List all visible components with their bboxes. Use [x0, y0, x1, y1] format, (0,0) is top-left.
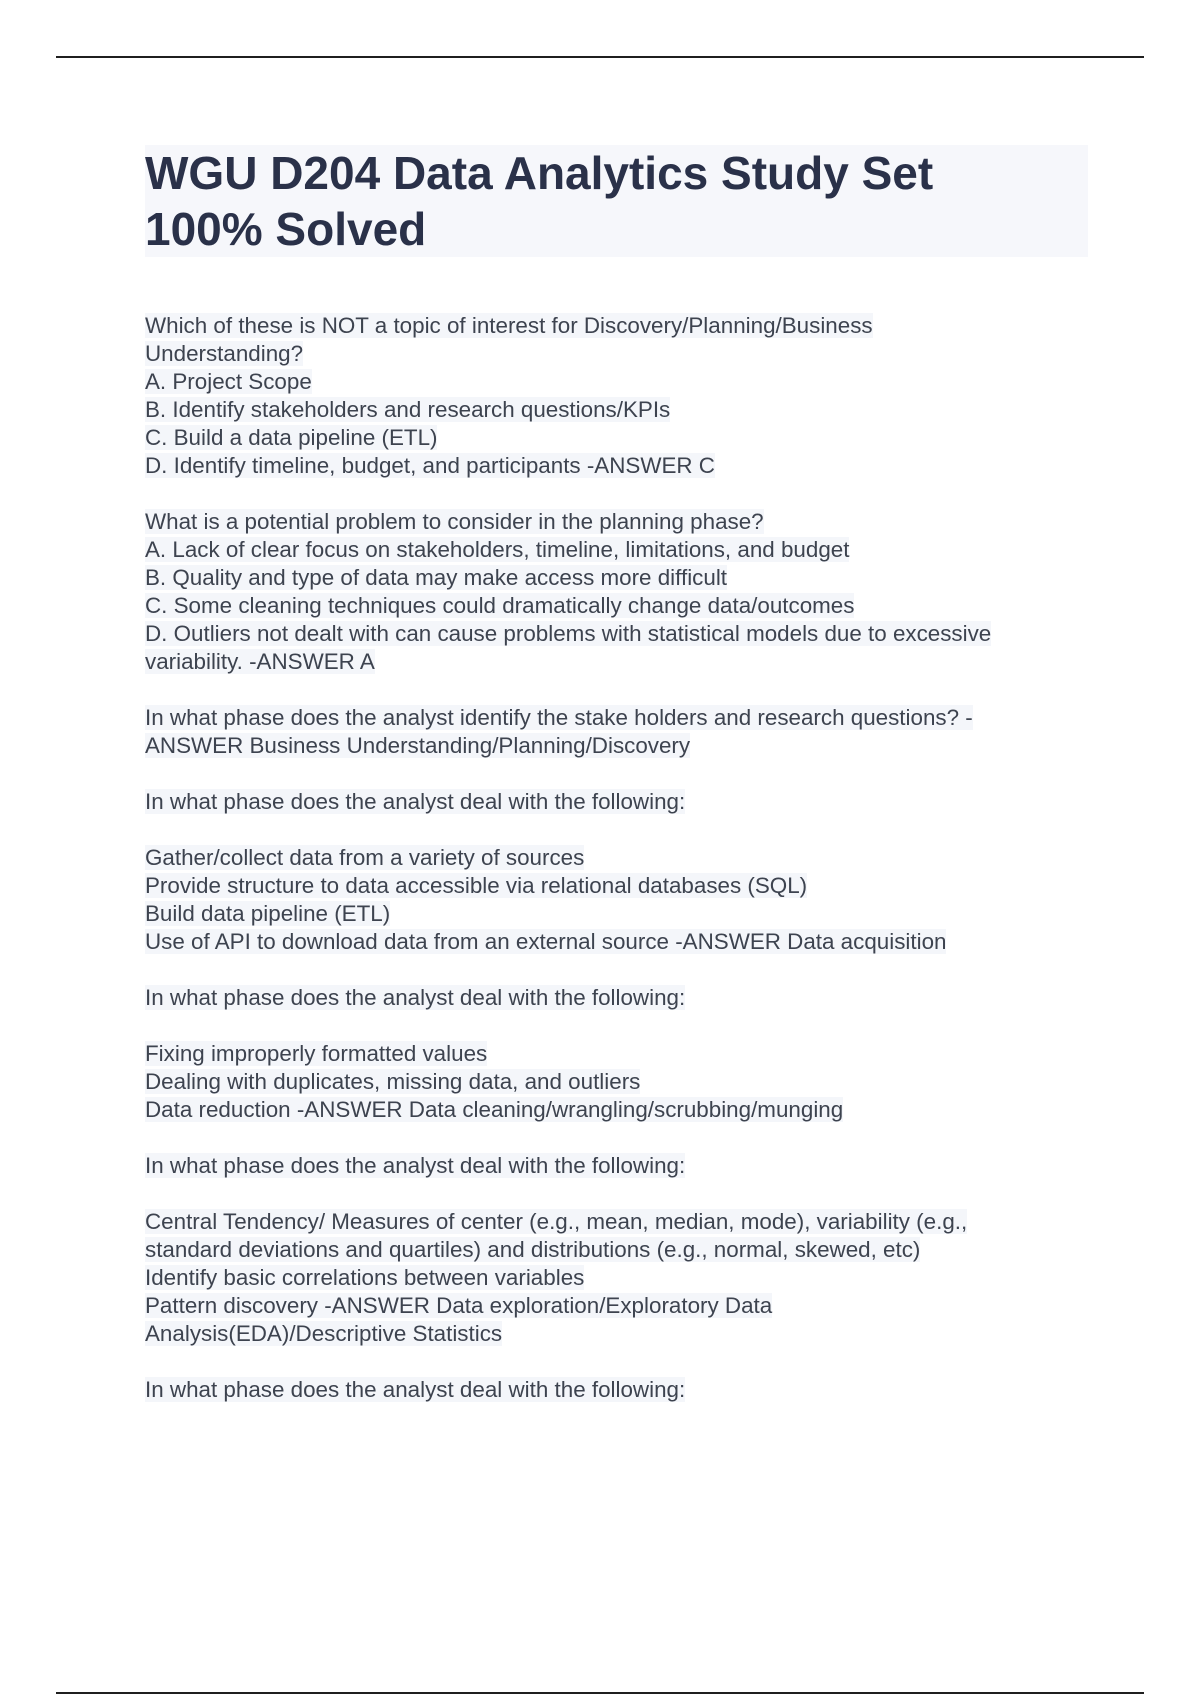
text-line-content: Provide structure to data accessible via relational databases (SQL)	[145, 873, 808, 898]
text-line-content: Build data pipeline (ETL)	[145, 901, 391, 926]
paragraph-gap	[145, 1180, 1088, 1208]
text-line-content: Identify basic correlations between variables	[145, 1265, 585, 1290]
text-line	[145, 1068, 1088, 1096]
text-line-content: standard deviations and quartiles) and distributions (e.g., normal, skewed, etc)	[145, 1237, 921, 1262]
text-line	[145, 928, 1088, 956]
text-line	[145, 1264, 1088, 1292]
text-line-content: ANSWER Business Understanding/Planning/Discovery	[145, 733, 691, 758]
text-line-content: A. Project Scope	[145, 369, 312, 394]
text-line	[145, 1040, 1088, 1068]
text-line-content: In what phase does the analyst deal with the following:	[145, 1153, 686, 1178]
top-rule	[56, 56, 1144, 58]
paragraph-gap	[145, 816, 1088, 844]
text-line-content: What is a potential problem to consider in the planning phase?	[145, 509, 764, 534]
text-line	[145, 508, 1088, 536]
text-line	[145, 424, 1088, 452]
title-block	[145, 145, 1088, 257]
text-line	[145, 396, 1088, 424]
paragraph-gap	[145, 676, 1088, 704]
document-title	[145, 145, 1088, 257]
paragraph-gap	[145, 1348, 1088, 1376]
text-line	[145, 340, 1088, 368]
text-line	[145, 844, 1088, 872]
text-line	[145, 704, 1088, 732]
paragraph-gap	[145, 480, 1088, 508]
paragraph-gap	[145, 1124, 1088, 1152]
text-line-content: In what phase does the analyst identify the stake holders and research questions? -	[145, 705, 973, 730]
text-line	[145, 536, 1088, 564]
text-line-content: Pattern discovery -ANSWER Data exploration/Exploratory Data	[145, 1293, 773, 1318]
text-line	[145, 1292, 1088, 1320]
text-line-content: C. Some cleaning techniques could dramatically change data/outcomes	[145, 593, 855, 618]
text-line	[145, 452, 1088, 480]
text-line-content: B. Quality and type of data may make access more difficult	[145, 565, 728, 590]
text-line-content: Dealing with duplicates, missing data, and outliers	[145, 1069, 641, 1094]
text-line	[145, 592, 1088, 620]
text-line	[145, 1236, 1088, 1264]
text-line	[145, 872, 1088, 900]
paragraph-gap	[145, 760, 1088, 788]
paragraph-gap	[145, 956, 1088, 984]
text-line	[145, 1096, 1088, 1124]
text-line-content: Analysis(EDA)/Descriptive Statistics	[145, 1321, 503, 1346]
text-line-content: D. Identify timeline, budget, and participants -ANSWER C	[145, 453, 715, 478]
text-line	[145, 564, 1088, 592]
text-line	[145, 1208, 1088, 1236]
title-line-2: 100% Solved	[145, 203, 427, 255]
text-line-content: In what phase does the analyst deal with the following:	[145, 985, 686, 1010]
text-line-content: B. Identify stakeholders and research questions/KPIs	[145, 397, 671, 422]
text-line	[145, 788, 1088, 816]
text-line	[145, 984, 1088, 1012]
text-line-content: C. Build a data pipeline (ETL)	[145, 425, 438, 450]
text-line	[145, 1320, 1088, 1348]
text-line	[145, 648, 1088, 676]
text-line-content: In what phase does the analyst deal with the following:	[145, 789, 686, 814]
text-line-content: Use of API to download data from an external source -ANSWER Data acquisition	[145, 929, 947, 954]
text-line	[145, 1152, 1088, 1180]
study-set-content	[145, 312, 1088, 1404]
text-line	[145, 1376, 1088, 1404]
text-line-content: variability. -ANSWER A	[145, 649, 375, 674]
bottom-rule	[56, 1692, 1144, 1694]
text-line-content: In what phase does the analyst deal with the following:	[145, 1377, 686, 1402]
text-line-content: Fixing improperly formatted values	[145, 1041, 488, 1066]
text-line	[145, 900, 1088, 928]
text-line-content: D. Outliers not dealt with can cause problems with statistical models due to excessive	[145, 621, 992, 646]
title-line-1: WGU D204 Data Analytics Study Set	[145, 147, 934, 199]
text-line	[145, 620, 1088, 648]
text-line	[145, 732, 1088, 760]
text-line	[145, 312, 1088, 340]
paragraph-gap	[145, 1012, 1088, 1040]
text-line-content: Understanding?	[145, 341, 304, 366]
text-line-content: Gather/collect data from a variety of sources	[145, 845, 585, 870]
text-line-content: Which of these is NOT a topic of interest for Discovery/Planning/Business	[145, 313, 873, 338]
text-line-content: Data reduction -ANSWER Data cleaning/wrangling/scrubbing/munging	[145, 1097, 844, 1122]
text-line	[145, 368, 1088, 396]
text-line-content: A. Lack of clear focus on stakeholders, timeline, limitations, and budget	[145, 537, 850, 562]
text-line-content: Central Tendency/ Measures of center (e.g., mean, median, mode), variability (e.g.,	[145, 1209, 968, 1234]
